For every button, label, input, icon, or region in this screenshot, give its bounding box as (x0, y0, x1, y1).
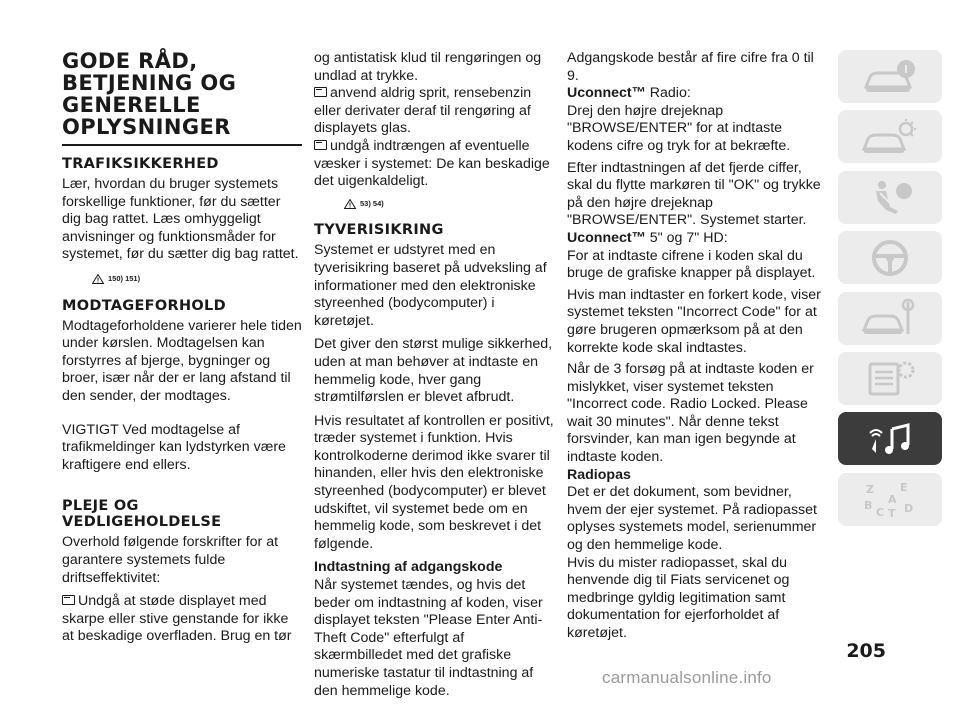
column-3 (567, 50, 827, 643)
steering-wheel-icon (860, 238, 920, 278)
warning-reference (344, 195, 556, 213)
technical-data-icon (860, 358, 920, 398)
heading-radio-passport: Radiopas (567, 466, 631, 483)
care-bullet (314, 138, 556, 191)
uconnect-brand: Uconnect™ (567, 229, 646, 246)
title-line: OPLYSNINGER (62, 115, 231, 139)
uconnect-model: Radio: (645, 85, 691, 102)
index-letter: C (876, 506, 885, 520)
instruction-text: Hvis man indtaster en forkert kode, viser systemet teksten "Incorrect Code" for at gøre brugeren opmærksom på at den korrekte kode skal indtastes. (567, 286, 821, 356)
code-entry-text: Når systemet tændes, og hvis det beder om indtastning af koden, viser displayet teksten "Please Enter Anti-Theft Code" efterfulgt af skærmbilledet med det grafiske numeriske tastatur til indtastning af den hemmelige kode. (314, 577, 543, 699)
anti-theft-text: Systemet er udstyret med en tyverisikring baseret på udveksling af informationer med den elektroniske styreenhed (bodycomputer) i køretøjet. (314, 242, 547, 329)
instruction-text: For at indtaste cifrene i koden skal du bruge de grafiske knapper på displayet. (567, 247, 816, 282)
airbag-safety-icon (860, 177, 920, 217)
car-maintenance-icon (860, 298, 920, 338)
index-letter: B (864, 499, 873, 513)
multimedia-icon (860, 419, 920, 459)
instruction-text: Drej den højre drejeknap "BROWSE/ENTER" for at indtaste kodens cifre og tryk for at bekræfte. (567, 102, 791, 154)
index-letter: Z (866, 483, 874, 497)
uconnect-hd-label (567, 230, 827, 248)
care-bullet (314, 85, 556, 138)
heading-line: VEDLIGEHOLDELSE (62, 514, 222, 531)
tab-multimedia[interactable] (838, 412, 942, 465)
page-number: 205 (846, 640, 886, 662)
column-1 (62, 50, 302, 646)
tab-index[interactable] (838, 473, 942, 526)
tab-car-lights[interactable] (838, 110, 942, 163)
warning-triangle-icon (92, 274, 104, 284)
uconnect-radio-label (567, 85, 827, 103)
warning-triangle-icon (344, 199, 356, 209)
alphabetical-index-icon (860, 479, 920, 519)
watermark: carmanualsonline.info (602, 668, 772, 687)
tab-safety[interactable] (838, 171, 942, 224)
car-info-icon (860, 57, 920, 97)
uconnect-model: 5" og 7" HD: (645, 229, 728, 246)
title-divider (62, 144, 302, 146)
tab-technical-data[interactable] (838, 352, 942, 405)
heading-care (62, 498, 302, 530)
warning-refs: 150) 151) (108, 273, 141, 283)
bullet-icon (314, 140, 327, 150)
heading-reception: MODTAGEFORHOLD (62, 297, 226, 314)
index-letter: D (904, 502, 914, 516)
care-bullet-continued: og antistatisk klud til rengøringen og undlad at trykke. (314, 50, 542, 84)
passport-text: Det er det dokument, som bevidner, hvem der ejer systemet. På radiopasset oplyses systemets model, serienummer og den hemmelige kode. (567, 484, 817, 554)
index-letter: A (888, 493, 897, 507)
tab-car-info[interactable] (838, 50, 942, 103)
warning-refs: 53) 54) (360, 198, 384, 208)
column-2 (314, 50, 556, 706)
code-format-text: Adgangskode består af fire cifre fra 0 til 9. (567, 50, 814, 84)
uconnect-brand: Uconnect™ (567, 85, 646, 102)
title-line: GENERELLE (62, 93, 201, 117)
bullet-text: anvend aldrig sprit, rensebenzin eller derivater deraf til rengøring af displayets glas. (314, 85, 532, 137)
passport-text: Hvis du mister radiopasset, skal du henvende dig til Fiats servicenet og medbringe gyldig legitimation samt dokumentation for ejerforholdet af køretøjet. (567, 554, 790, 641)
heading-line: PLEJE OG (62, 498, 139, 515)
care-text: Overhold følgende forskrifter for at garantere systemets fulde driftseffektivitet: (62, 534, 279, 586)
index-letter: T (888, 507, 896, 520)
section-title (62, 50, 302, 138)
heading-anti-theft: TYVERISIKRING (314, 222, 444, 239)
care-bullet (62, 593, 302, 646)
anti-theft-text: Det giver den størst mulige sikkerhed, uden at man behøver at indtaste en hemmelig kode, hver gang strømtilførslen er blevet afbrudt. (314, 336, 553, 406)
heading-code-entry: Indtastning af adgangskode (314, 559, 503, 576)
tab-driving[interactable] (838, 231, 942, 284)
reception-text: Modtageforholdene varierer hele tiden under kørslen. Modtagelsen kan forstyrres af bjerge, bygninger og broer, især når der er lang afstand til den sender, der modtages. (62, 317, 302, 404)
traffic-safety-text: Lær, hvordan du bruger systemets forskellige funktioner, før du sætter dig bag rattet. Læs omhyggeligt anvisninger og funktionsmåder for systemet, før du sætter dig bag rattet. (62, 176, 299, 263)
title-line: GODE RÅD, (62, 49, 198, 73)
instruction-text: Når de 3 forsøg på at indtaste koden er mislykket, viser systemet teksten "Incorrect code. Radio Locked. Please wait 30 minutes". Når denne tekst forsvinder, kan man igen begynde at indtaste koden. (567, 361, 814, 466)
chapter-tabs (838, 50, 942, 533)
bullet-icon (62, 595, 75, 605)
bullet-text: undgå indtrængen af eventuelle væsker i systemet: De kan beskadige det uigenkaldeligt. (314, 137, 550, 190)
tab-maintenance[interactable] (838, 292, 942, 345)
anti-theft-text: Hvis resultatet af kontrollen er positivt, træder systemet i funktion. Hvis kontrolkoderne derimod ikke svarer til hinanden, eller hvis den elektroniske styreenhed (bodycomputer) er blevet udskiftet, vil systemet bede om en hemmelig kode, som beskrevet i det følgende. (314, 412, 554, 552)
index-letter: E (900, 481, 908, 495)
car-lights-icon (860, 117, 920, 157)
bullet-icon (314, 87, 327, 97)
bullet-text: Undgå at støde displayet med skarpe eller stive genstande for ikke at beskadige overfladen. Brug en tør (62, 593, 292, 645)
reception-note: VIGTIGT Ved modtagelse af trafikmeldinger kan lydstyrken være kraftigere end ellers. (62, 421, 286, 473)
warning-reference (92, 270, 302, 288)
title-line: BETJENING OG (62, 71, 237, 95)
heading-traffic-safety: TRAFIKSIKKERHED (62, 156, 219, 172)
instruction-text: Efter indtastningen af det fjerde ciffer, skal du flytte markøren til "OK" og trykke på den højre drejeknap "BROWSE/ENTER". Systemet starter. (567, 159, 821, 229)
